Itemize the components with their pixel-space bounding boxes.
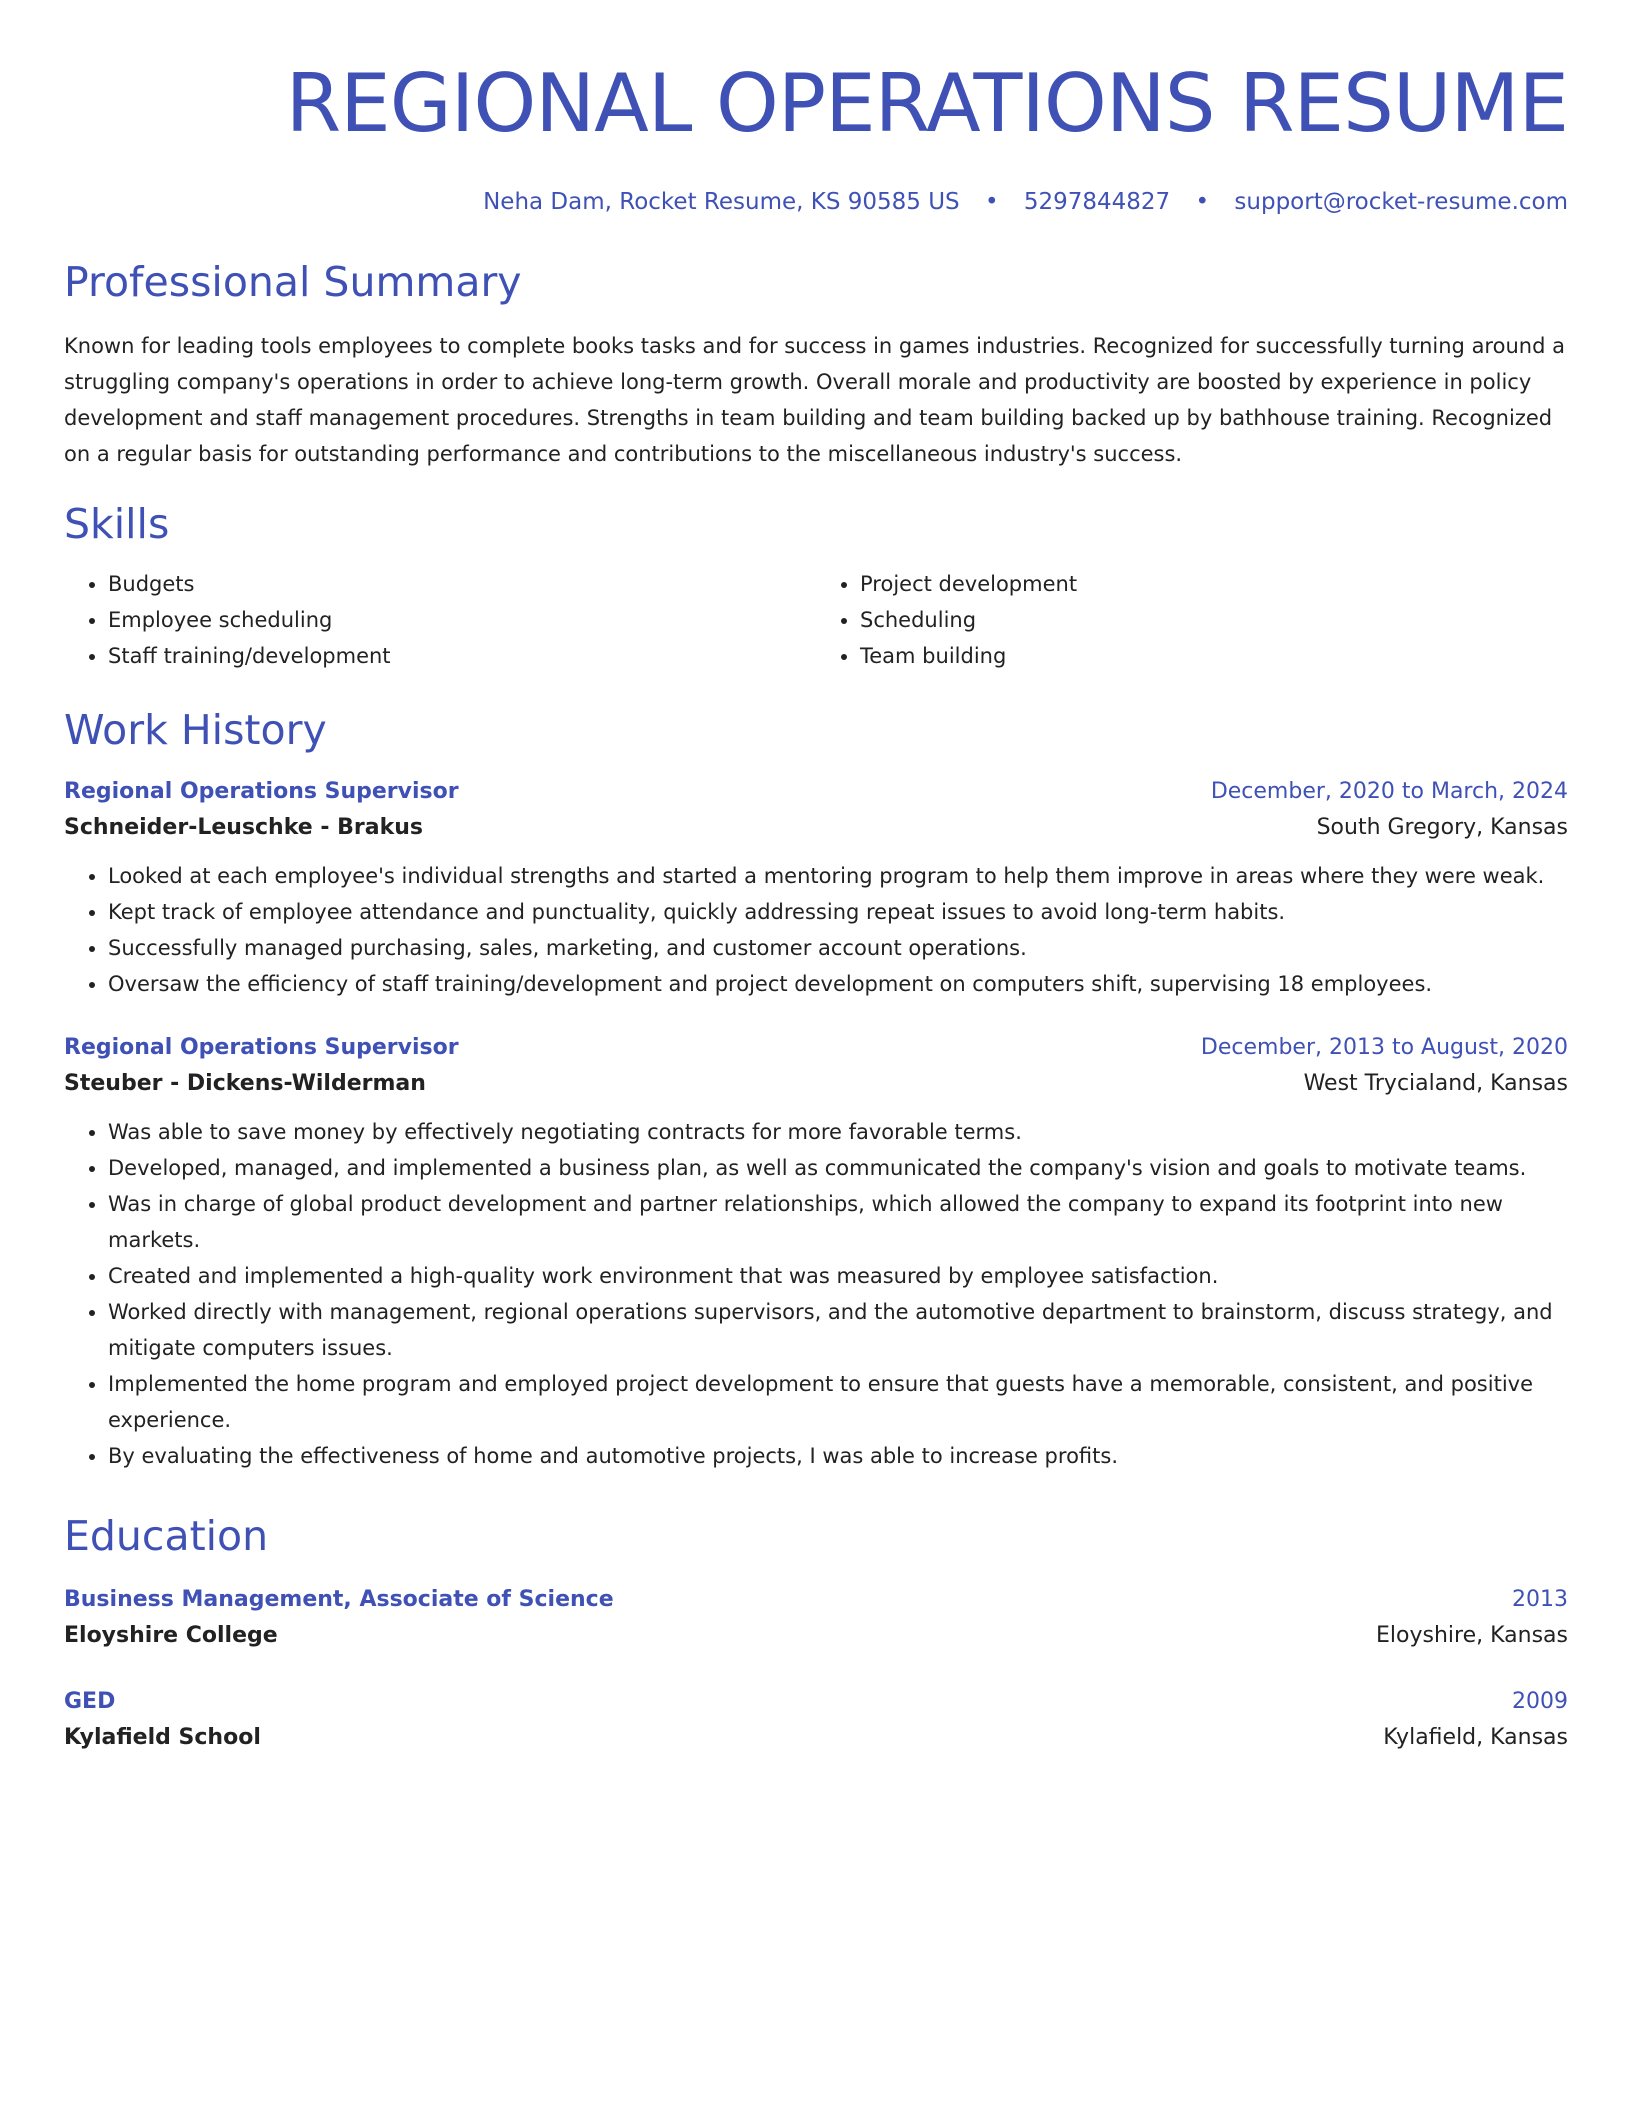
employer-row bbox=[64, 1064, 1568, 1104]
job-location: West Trycialand, Kansas bbox=[1303, 1071, 1568, 1096]
job-bullet: • Oversaw the efficiency of staff training/development and project development on computers shift, supervising 18 employees. bbox=[108, 966, 1568, 1002]
skill-item: • Project development bbox=[860, 566, 1568, 602]
job-dates: December, 2013 to August, 2020 bbox=[1200, 1035, 1568, 1060]
job-header-row bbox=[64, 776, 1568, 808]
contact-phone: 5297844827 bbox=[1023, 189, 1171, 215]
skills-column-left bbox=[64, 566, 816, 674]
skills-list bbox=[64, 566, 1568, 674]
contact-address: Neha Dam, Rocket Resume, KS 90585 US bbox=[483, 189, 960, 215]
employer-name: Schneider-Leuschke - Brakus bbox=[64, 815, 423, 840]
job-bullet: • Implemented the home program and employed project development to ensure that guests have a memorable, consistent, and positive experience. bbox=[108, 1366, 1568, 1438]
job-bullet: • Successfully managed purchasing, sales, marketing, and customer account operations. bbox=[108, 930, 1568, 966]
job-bullets bbox=[64, 1114, 1568, 1474]
contact-separator: • bbox=[1195, 189, 1210, 215]
school-name: Eloyshire College bbox=[64, 1623, 278, 1648]
school-row bbox=[64, 1718, 1568, 1758]
job-location: South Gregory, Kansas bbox=[1316, 815, 1568, 840]
education-entry bbox=[64, 1584, 1568, 1656]
skills-heading: Skills bbox=[64, 500, 170, 548]
job-title: Regional Operations Supervisor bbox=[64, 1035, 459, 1060]
job-entry bbox=[64, 1032, 1568, 1474]
professional-summary-text: Known for leading tools employees to complete books tasks and for success in games industries. Recognized for successfully turning around a struggling company's operations in order to achieve long-term growth. Overall morale and productivity are boosted by experience in policy development and staff management procedures. Strengths in team building and team building backed up by bathhouse training. Recognized on a regular basis for outstanding performance and contributions to the miscellaneous industry's success. bbox=[64, 334, 1565, 466]
employer-row bbox=[64, 808, 1568, 848]
degree-row bbox=[64, 1686, 1568, 1718]
degree-name: GED bbox=[64, 1689, 116, 1714]
job-title: Regional Operations Supervisor bbox=[64, 779, 459, 804]
job-bullet: • Created and implemented a high-quality work environment that was measured by employee satisfaction. bbox=[108, 1258, 1568, 1294]
education-entry bbox=[64, 1686, 1568, 1758]
degree-name: Business Management, Associate of Science bbox=[64, 1587, 614, 1612]
job-entry bbox=[64, 776, 1568, 1002]
resume-title: REGIONAL OPERATIONS RESUME bbox=[285, 57, 1568, 150]
school-location: Kylafield, Kansas bbox=[1383, 1725, 1568, 1750]
degree-row bbox=[64, 1584, 1568, 1616]
job-bullet: • Was able to save money by effectively negotiating contracts for more favorable terms. bbox=[108, 1114, 1568, 1150]
job-bullet: • Worked directly with management, regional operations supervisors, and the automotive department to brainstorm, discuss strategy, and mitigate computers issues. bbox=[108, 1294, 1568, 1366]
education-heading: Education bbox=[64, 1512, 269, 1560]
skill-item: • Employee scheduling bbox=[108, 602, 816, 638]
job-bullet: • Kept track of employee attendance and punctuality, quickly addressing repeat issues to avoid long-term habits. bbox=[108, 894, 1568, 930]
work-history-heading: Work History bbox=[64, 706, 327, 754]
job-bullet: • Was in charge of global product development and partner relationships, which allowed the company to expand its footprint into new markets. bbox=[108, 1186, 1568, 1258]
skill-item: • Scheduling bbox=[860, 602, 1568, 638]
professional-summary-heading: Professional Summary bbox=[64, 258, 522, 306]
job-header-row bbox=[64, 1032, 1568, 1064]
job-bullets bbox=[64, 858, 1568, 1002]
school-name: Kylafield School bbox=[64, 1725, 261, 1750]
job-dates: December, 2020 to March, 2024 bbox=[1210, 779, 1568, 804]
contact-line bbox=[64, 188, 1568, 216]
contact-email: support@rocket-resume.com bbox=[1234, 189, 1568, 215]
job-bullet: • By evaluating the effectiveness of home and automotive projects, I was able to increase profits. bbox=[108, 1438, 1568, 1474]
school-row bbox=[64, 1616, 1568, 1656]
graduation-year: 2009 bbox=[1512, 1689, 1568, 1714]
job-bullet: • Developed, managed, and implemented a business plan, as well as communicated the company's vision and goals to motivate teams. bbox=[108, 1150, 1568, 1186]
employer-name: Steuber - Dickens-Wilderman bbox=[64, 1071, 426, 1096]
contact-separator: • bbox=[984, 189, 999, 215]
skills-column-right bbox=[816, 566, 1568, 674]
school-location: Eloyshire, Kansas bbox=[1376, 1623, 1568, 1648]
job-bullet: • Looked at each employee's individual strengths and started a mentoring program to help them improve in areas where they were weak. bbox=[108, 858, 1568, 894]
graduation-year: 2013 bbox=[1512, 1587, 1568, 1612]
skill-item: • Staff training/development bbox=[108, 638, 816, 674]
skill-item: • Team building bbox=[860, 638, 1568, 674]
skill-item: • Budgets bbox=[108, 566, 816, 602]
